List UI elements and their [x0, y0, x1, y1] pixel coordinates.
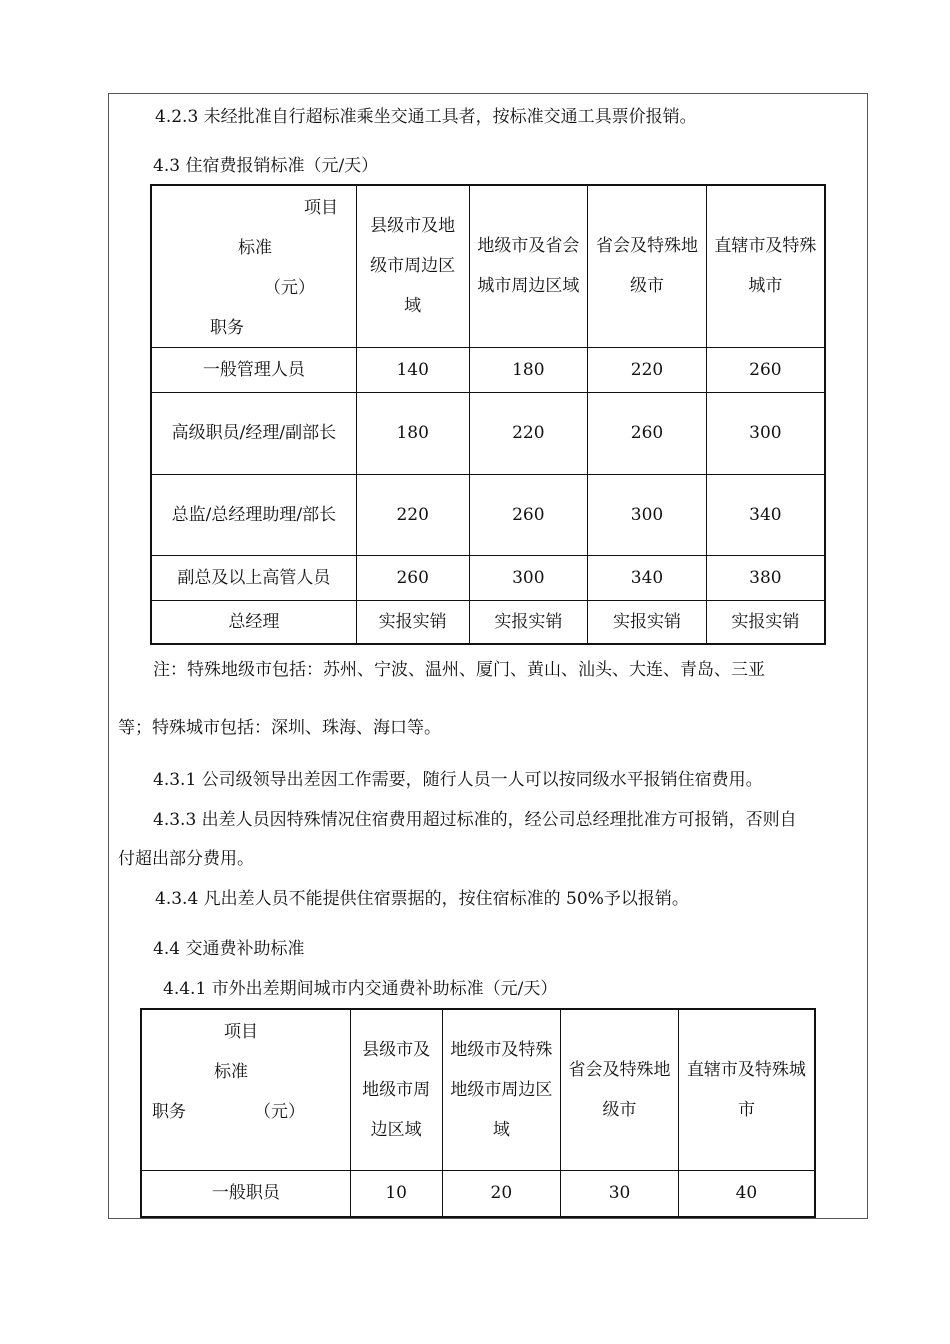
table-cell: 260	[469, 474, 588, 555]
paragraph-4-3-3-line-2: 付超出部分费用。	[118, 849, 254, 869]
column-header: 直辖市及特殊城市	[678, 1009, 815, 1170]
table-row	[151, 600, 825, 644]
lodging-standard-table	[150, 184, 826, 645]
table-cell: 380	[706, 555, 825, 600]
row-label: 高级职员/经理/副部长	[151, 392, 356, 474]
table-cell: 340	[588, 555, 707, 600]
table-header-row	[151, 185, 825, 347]
table-cell: 实报实销	[588, 600, 707, 644]
table-cell: 实报实销	[706, 600, 825, 644]
table-row	[141, 1170, 815, 1217]
table-row	[151, 347, 825, 392]
table-cell: 180	[469, 347, 588, 392]
table-corner-cell	[141, 1009, 350, 1170]
table-row	[151, 474, 825, 555]
table-cell: 140	[356, 347, 469, 392]
table-cell: 260	[706, 347, 825, 392]
corner-item-label: 项目	[224, 1022, 258, 1042]
transport-allowance-table	[140, 1008, 816, 1218]
row-label: 一般管理人员	[151, 347, 356, 392]
corner-standard-label: 标准	[238, 238, 272, 258]
table-cell: 实报实销	[356, 600, 469, 644]
column-header: 县级市及地级市周边区域	[356, 185, 469, 347]
paragraph-4-2-3: 4.2.3 未经批准自行超标准乘坐交通工具者，按标准交通工具票价报销。	[155, 107, 697, 127]
table-cell: 实报实销	[469, 600, 588, 644]
table-cell: 220	[588, 347, 707, 392]
table-cell: 300	[588, 474, 707, 555]
note-line-2: 等；特殊城市包括：深圳、珠海、海口等。	[118, 718, 441, 738]
table-cell: 300	[469, 555, 588, 600]
corner-position-label: 职务	[210, 318, 244, 338]
paragraph-4-3-4: 4.3.4 凡出差人员不能提供住宿票据的，按住宿标准的 50%予以报销。	[155, 889, 689, 909]
table-corner-cell	[151, 185, 356, 347]
column-header: 县级市及地级市周边区域	[350, 1009, 442, 1170]
column-header: 地级市及特殊地级市周边区域	[442, 1009, 561, 1170]
table-cell: 220	[469, 392, 588, 474]
table-cell: 340	[706, 474, 825, 555]
row-label: 一般职员	[141, 1170, 350, 1217]
table-row	[151, 555, 825, 600]
table-row	[151, 392, 825, 474]
row-label: 副总及以上高管人员	[151, 555, 356, 600]
column-header: 地级市及省会城市周边区域	[469, 185, 588, 347]
table-cell: 260	[588, 392, 707, 474]
corner-unit-label: （元）	[254, 1102, 305, 1122]
corner-position-label: 职务	[152, 1102, 186, 1122]
table-cell: 30	[561, 1170, 679, 1217]
table-header-row	[141, 1009, 815, 1170]
paragraph-4-3-3-line-1: 4.3.3 出差人员因特殊情况住宿费用超过标准的，经公司总经理批准方可报销，否则自	[153, 810, 797, 830]
corner-unit-label: （元）	[264, 278, 315, 298]
paragraph-4-3-1: 4.3.1 公司级领导出差因工作需要，随行人员一人可以按同级水平报销住宿费用。	[153, 770, 763, 790]
table-cell: 300	[706, 392, 825, 474]
corner-standard-label: 标准	[214, 1062, 248, 1082]
column-header: 省会及特殊地级市	[588, 185, 707, 347]
table-cell: 10	[350, 1170, 442, 1217]
table-cell: 220	[356, 474, 469, 555]
table-cell: 40	[678, 1170, 815, 1217]
table-cell: 180	[356, 392, 469, 474]
corner-item-label: 项目	[304, 198, 338, 218]
note-line-1: 注：特殊地级市包括：苏州、宁波、温州、厦门、黄山、汕头、大连、青岛、三亚	[153, 660, 765, 680]
table-cell: 20	[442, 1170, 561, 1217]
column-header: 省会及特殊地级市	[561, 1009, 679, 1170]
section-4-3-heading: 4.3 住宿费报销标准（元/天）	[153, 156, 379, 176]
row-label: 总监/总经理助理/部长	[151, 474, 356, 555]
table-cell: 260	[356, 555, 469, 600]
section-4-4-heading: 4.4 交通费补助标准	[153, 939, 305, 959]
column-header: 直辖市及特殊城市	[706, 185, 825, 347]
row-label: 总经理	[151, 600, 356, 644]
section-4-4-1-heading: 4.4.1 市外出差期间城市内交通费补助标准（元/天）	[163, 979, 558, 999]
